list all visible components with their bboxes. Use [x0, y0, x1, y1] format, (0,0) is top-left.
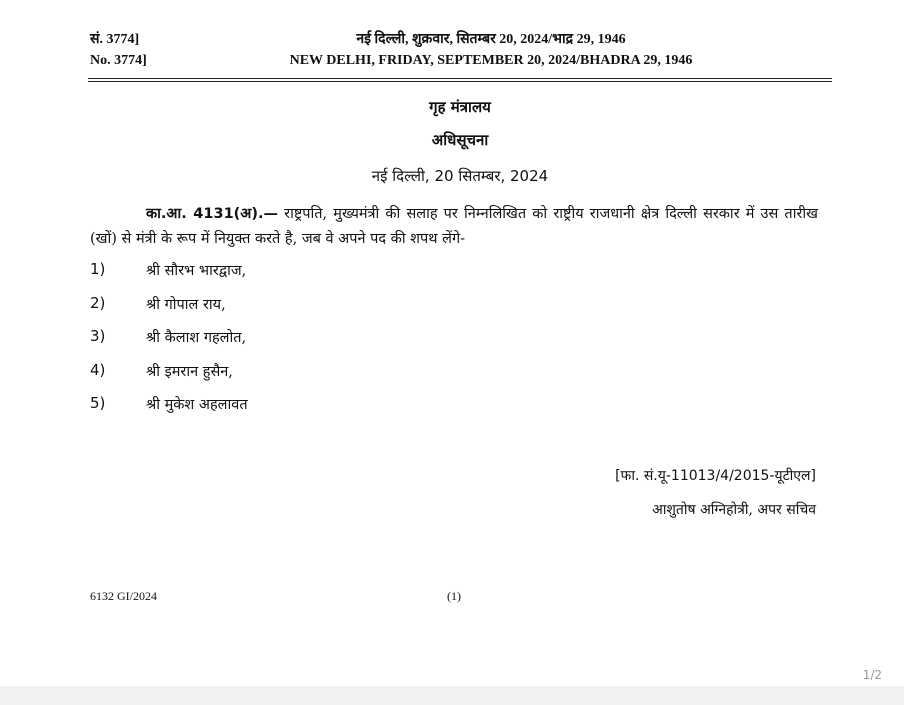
issue-date-hindi: नई दिल्ली, शुक्रवार, सितम्बर 20, 2024/भाद्र 29, 1946	[356, 32, 626, 47]
list-item	[90, 292, 690, 326]
list-item-index: 5)	[90, 394, 106, 412]
page-count-indicator: 1/2	[862, 668, 882, 682]
signatory: आशुतोष अग्निहोत्री, अपर सचिव	[652, 502, 816, 518]
list-item-name: श्री सौरभ भारद्वाज,	[146, 263, 247, 279]
list-item-name: श्री कैलाश गहलोत,	[146, 330, 247, 346]
list-item-name: श्री इमरान हुसैन,	[146, 363, 233, 380]
notification-body	[90, 202, 818, 252]
dateline: नई दिल्ली, 20 सितम्बर, 2024	[371, 167, 549, 185]
header-divider-top	[88, 78, 832, 79]
notification-text: राष्ट्रपति, मुख्यमंत्री की सलाह पर निम्नलिखित को राष्ट्रीय राजधानी क्षेत्र दिल्ली सरकार में उस तारीख (खों) से मंत्री के रूप में नियुक्त करते है, जब वे अपने पद की शपथ लेंगे-	[90, 206, 818, 247]
ministry-title: गृह मंत्रालय	[429, 98, 491, 116]
page-number: (1)	[447, 589, 461, 603]
issue-number-english: No. 3774]	[90, 53, 147, 68]
list-item-index: 1)	[90, 260, 106, 278]
list-item	[90, 392, 690, 426]
print-code: 6132 GI/2024	[90, 589, 157, 603]
notification-title: अधिसूचना	[431, 131, 489, 149]
header-divider-bottom	[88, 81, 832, 82]
issue-number-hindi: सं. 3774]	[90, 32, 140, 47]
notification-reference: का.आ. 4131(अ).—	[146, 206, 278, 222]
issue-date-english: NEW DELHI, FRIDAY, SEPTEMBER 20, 2024/BHADRA 29, 1946	[289, 53, 693, 68]
ministers-list	[90, 258, 690, 426]
list-item-name: श्री मुकेश अहलावत	[146, 397, 248, 413]
list-item-index: 3)	[90, 327, 106, 345]
list-item	[90, 325, 690, 359]
file-number: [फा. सं.यू-11013/4/2015-यूटीएल]	[615, 468, 816, 484]
list-item-index: 2)	[90, 293, 106, 312]
list-item-index: 4)	[90, 360, 106, 379]
list-item-name: श्री गोपाल राय,	[146, 296, 226, 313]
list-item	[90, 258, 690, 292]
list-item	[90, 359, 690, 393]
